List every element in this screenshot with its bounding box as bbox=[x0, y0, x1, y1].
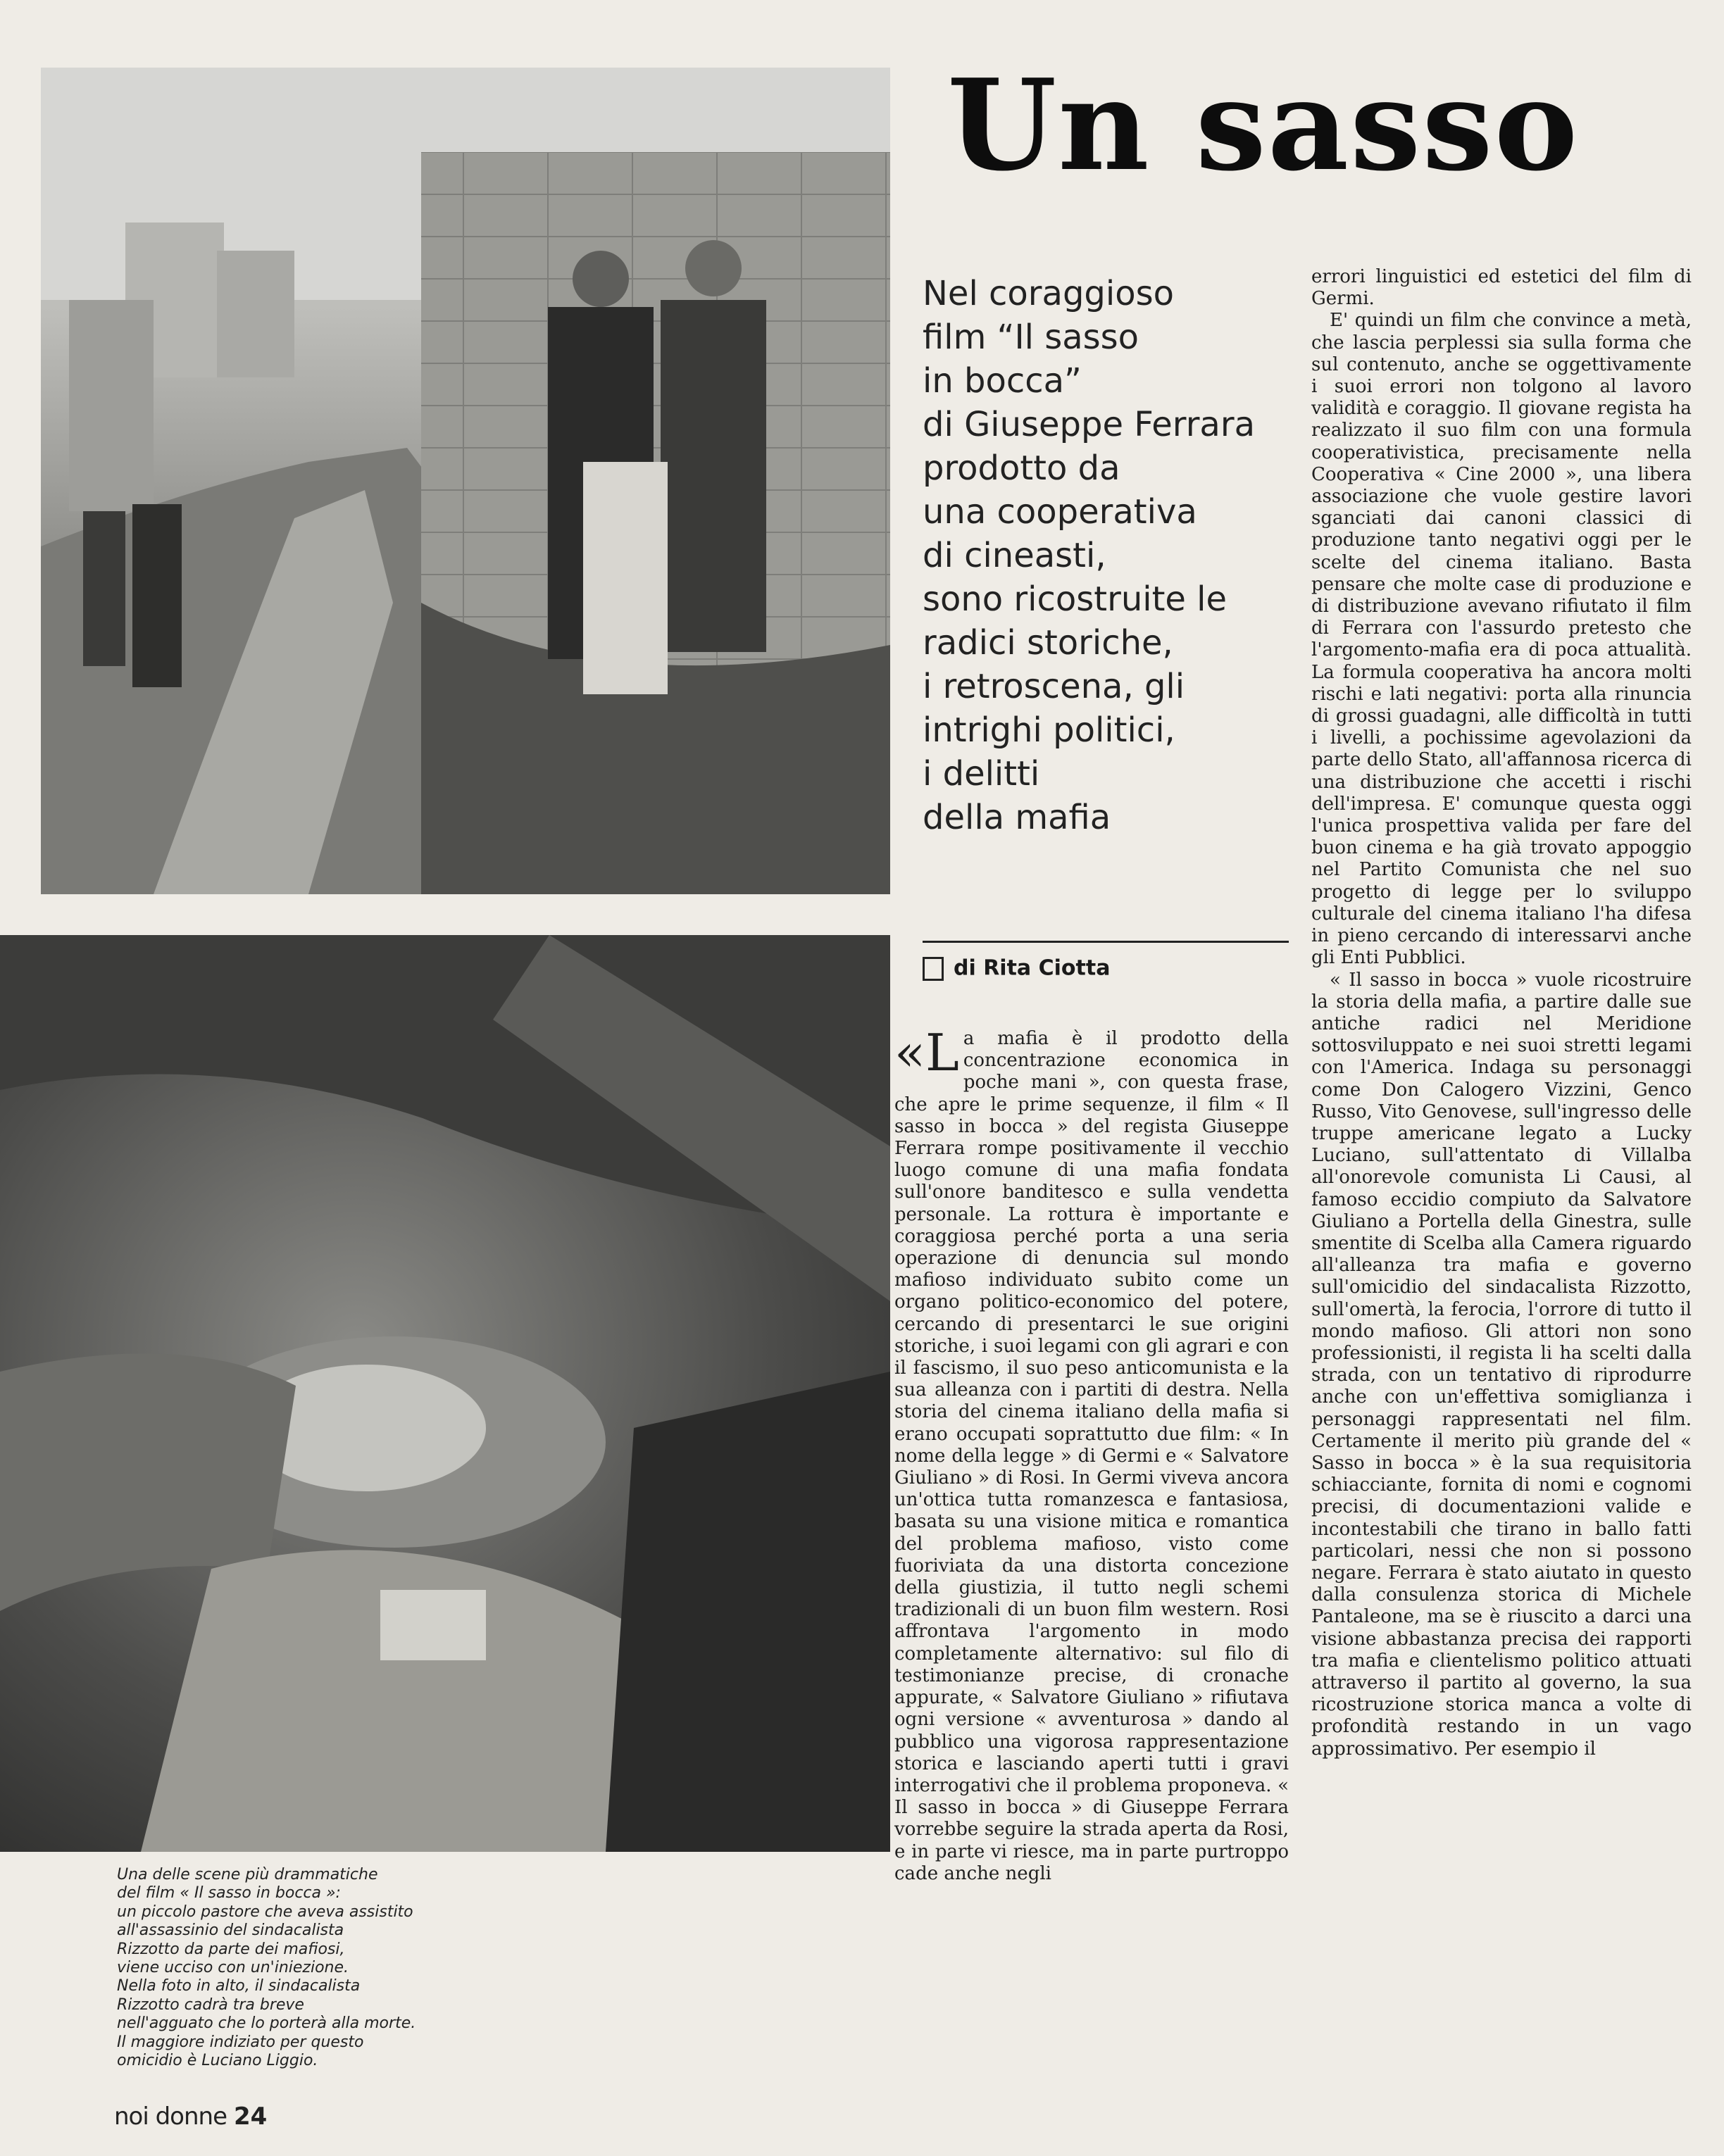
caption-line: all'assassinio del sindacalista bbox=[117, 1922, 344, 1940]
article-paragraph: « Il sasso in bocca » vuole ricostruire la storia della mafia, a partire dalle sue antiche radici nel Meridione sottosviluppato e nei suoi stretti legami con l'America. Indaga su personaggi come Don Calogero Vizzini, Genco Russo, Vito Genovese, sull'ingresso delle truppe americane legato a Lucky Luciano, sull'attentato di Villalba all'onorevole comunista Li Causi, al famoso eccidio compiuto da Salvatore Giuliano a Portella della Ginestra, sulle smentite di Scelba alla Camera riguardo all'alleanza tra mafia e governo sull'omicidio del sindacalista Rizzotto, sull'omertà, la ferocia, l'orrore di tutto il mondo mafioso. Gli attori non sono professionisti, il regista li ha scelti dalla strada, con un tentativo di riprodurre anche con un'effettiva somiglianza i personaggi rappresentati nel film. Certamente il merito più grande del « Sasso in bocca » è la sua requisitoria schiacciante, fornita di nomi e cognomi precisi, di documentazioni valide e incontestabili che tirano in ballo fatti particolari, nessi che non si possono negare. Ferrara è stato aiutato in questo dalla consulenza storica di Michele Pantaleone, ma se è riuscito a darci una visione abbastanza precisa dei rapporti tra mafia e clientelismo politico attuati attraverso il partito al governo, la sua ricostruzione storica manca a volte di profondità restando in un vago approssimativo. Per esempio il bbox=[1311, 969, 1692, 1760]
article-paragraph: E' quindi un film che convince a metà, che lascia perplessi sia sulla forma che sul contenuto, anche se oggettivamente i suoi errori non tolgono al lavoro validità e coraggio. Il giovane regista ha realizzato il suo film con una formula cooperativistica, precisamente nella Cooperativa « Cine 2000 », una libera associazione che vuole gestire lavori sganciati dai canoni classici di produzione tanto negativi oggi per le scelte del cinema italiano. Basta pensare che molte case di produzione e di distribuzione avevano rifiutato il film di Ferrara con l'assurdo pretesto che l'argomento-mafia era di poca attualità. La formula cooperativa ha ancora molti rischi e lati negativi: porta alla rinuncia di grossi guadagni, alle difficoltà in tutti i livelli, a pochissime agevolazioni da parte dello Stato, all'affannosa ricerca di una distribuzione che accetti i rischi dell'impresa. E' comunque questa oggi l'unica prospettiva valida per fare del buon cinema e ha già trovato appoggio nel Partito Comunista che nel suo progetto di legge per lo sviluppo culturale del cinema italiano l'ha difesa in pieno cercando di interessarvi anche gli Enti Pubblici. bbox=[1311, 310, 1692, 969]
page-footer bbox=[114, 2100, 267, 2135]
photo-village-street bbox=[41, 68, 890, 894]
subtitle-line: di Giuseppe Ferrara bbox=[923, 405, 1255, 444]
caption-line: viene ucciso con un'iniezione. bbox=[117, 1959, 349, 1977]
caption-line: omicidio è Luciano Liggio. bbox=[117, 2052, 318, 2070]
byline-text: di Rita Ciotta bbox=[954, 955, 1111, 981]
drop-cap: «L bbox=[894, 1023, 959, 1082]
caption-line: Il maggiore indiziato per questo bbox=[117, 2033, 364, 2051]
caption-line: Rizzotto da parte dei mafiosi, bbox=[117, 1940, 345, 1958]
caption-line: un piccolo pastore che aveva assistito bbox=[117, 1903, 413, 1921]
subtitle bbox=[923, 272, 1303, 839]
caption-line: Rizzotto cadrà tra breve bbox=[117, 1995, 304, 2014]
subtitle-line: di cineasti, bbox=[923, 536, 1106, 575]
square-bullet-icon bbox=[923, 957, 944, 981]
caption-line: del film « Il sasso in bocca »: bbox=[117, 1884, 341, 1903]
article-paragraph: errori linguistici ed estetici del film di Germi. bbox=[1311, 266, 1692, 310]
caption-line: nell'agguato che lo porterà alla morte. bbox=[117, 2014, 416, 2033]
magazine-name: noi donne bbox=[114, 2102, 227, 2131]
subtitle-line: i delitti bbox=[923, 754, 1040, 794]
byline bbox=[923, 952, 1110, 987]
subtitle-line: in bocca” bbox=[923, 361, 1082, 401]
article-paragraph-text: a mafia è il prodotto della concentrazione economica in poche mani », con questa frase, che apre le prime sequenze, il film « Il sasso in bocca » del regista Giuseppe Ferrara rompe positivamente il vecchio luogo comune di una mafia fondata sull'onore banditesco e sulla vendetta personale. La rottura è importante e coraggiosa perché porta a una seria operazione di denuncia sul mondo mafioso individuato subito come un organo politico-economico del potere, cercando di presentarci le sue origini storiche, i suoi legami con gli agrari e con il fascismo, il suo peso anticomunista e la sua alleanza con i partiti di destra. Nella storia del cinema italiano della mafia si erano occupati soprattutto due film: « In nome della legge » di Germi e « Salvatore Giuliano » di Rosi. In Germi viveva ancora un'ottica tutta romanzesca e fantasiosa, basata su una visione mitica e romantica del problema mafioso, visto come fuoriviata da una distorta concezione della giustizia, il tutto negli schemi tradizionali di un buon film western. Rosi affrontava l'argomento in modo completamente alternativo: sul filo di testimonianze precise, di cronache appurate, « Salvatore Giuliano » rifiutava ogni versione « avventurosa » dando al pubblico una vigorosa rappresentazione storica e lasciando aperti tutti i gravi interrogativi che il problema proponeva. « Il sasso in bocca » di Giuseppe Ferrara vorrebbe seguire la strada aperta da Rosi, e in parte vi riesce, ma in parte purtroppo cade anche negli bbox=[894, 1028, 1289, 1884]
subtitle-line: radici storiche, bbox=[923, 623, 1173, 663]
subtitle-line: della mafia bbox=[923, 798, 1111, 837]
subtitle-line: prodotto da bbox=[923, 449, 1120, 488]
photo-caption bbox=[117, 1866, 441, 2070]
subtitle-line: sono ricostruite le bbox=[923, 579, 1228, 619]
article-column-right bbox=[1311, 266, 1692, 1760]
article-column-left bbox=[894, 1023, 1289, 1885]
byline-rule bbox=[923, 941, 1289, 943]
photo-dramatic-scene bbox=[0, 935, 890, 1852]
caption-line: Nella foto in alto, il sindacalista bbox=[117, 1977, 361, 1995]
subtitle-line: Nel coraggioso bbox=[923, 274, 1174, 313]
subtitle-line: una cooperativa bbox=[923, 492, 1197, 532]
headline: Un sasso bbox=[947, 62, 1580, 189]
subtitle-line: i retroscena, gli bbox=[923, 667, 1185, 706]
caption-line: Una delle scene più drammatiche bbox=[117, 1866, 378, 1884]
article-paragraph bbox=[894, 1023, 1289, 1885]
page-number: 24 bbox=[234, 2102, 268, 2131]
subtitle-line: intrighi politici, bbox=[923, 710, 1175, 750]
subtitle-line: film “Il sasso bbox=[923, 318, 1139, 357]
